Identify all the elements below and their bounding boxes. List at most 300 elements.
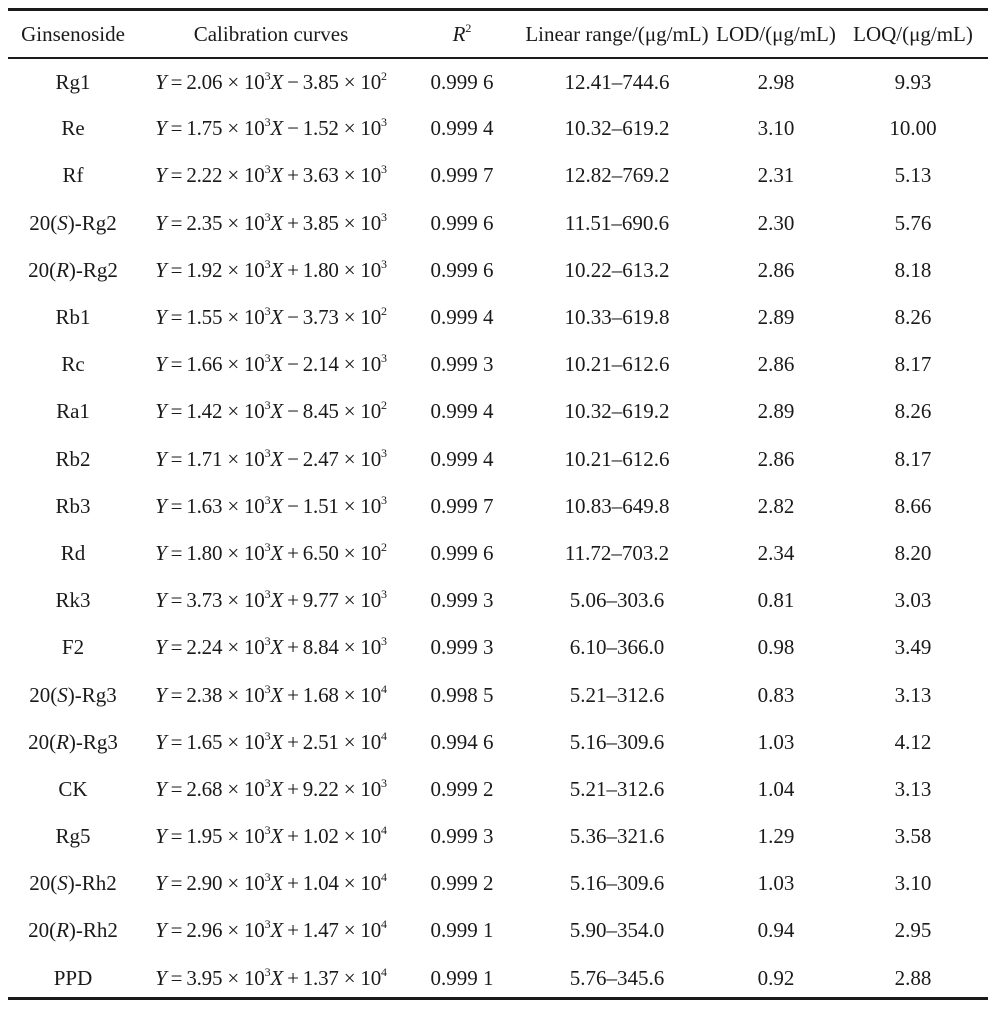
cell-r-squared: 0.999 4 — [430, 116, 494, 141]
eq-slope: 1.80 — [186, 540, 223, 565]
eq-times: × 10 — [222, 69, 265, 94]
header-lod: LOD/(μg/mL) — [716, 22, 836, 46]
cell-ginsenoside — [8, 247, 138, 294]
name-suffix: Rk3 — [55, 588, 91, 613]
cell-calibration-curve — [138, 152, 404, 199]
cell-r-squared: 0.999 4 — [430, 305, 494, 330]
eq-sign: + — [287, 871, 299, 896]
cell-loq: 8.20 — [894, 540, 932, 565]
eq-slope: 1.42 — [186, 399, 223, 424]
eq-times-2: × 10 — [338, 305, 382, 330]
eq-times: × 10 — [222, 588, 265, 613]
name-suffix: Rg1 — [55, 69, 91, 94]
eq-times: × 10 — [222, 682, 265, 707]
cell-lod: 2.98 — [757, 69, 795, 94]
table-body — [8, 58, 988, 1002]
cell-lod: 0.98 — [757, 635, 795, 660]
cell-linear-range: 5.90–354.0 — [569, 918, 665, 943]
eq-slope: 3.95 — [186, 965, 223, 990]
eq-times: × 10 — [222, 635, 265, 660]
eq-times: × 10 — [222, 116, 265, 141]
cell-loq: 3.03 — [894, 588, 932, 613]
eq-intercept-exp: 4 — [381, 964, 387, 979]
eq-intercept-exp: 2 — [381, 304, 387, 319]
cell-ginsenoside — [8, 200, 138, 247]
cell-calibration-curve — [138, 200, 404, 247]
eq-slope-exp: 3 — [264, 445, 271, 460]
eq-times-2: × 10 — [338, 776, 382, 801]
name-suffix: )-Rg2 — [67, 210, 117, 235]
cell-loq: 8.17 — [894, 352, 932, 377]
cell-ginsenoside — [8, 483, 138, 530]
cell-calibration-curve — [138, 105, 404, 152]
cell-calibration-curve — [138, 719, 404, 766]
eq-times-2: × 10 — [338, 682, 382, 707]
cell-lod: 1.03 — [757, 729, 795, 754]
cell-ginsenoside — [8, 860, 138, 907]
eq-equals: = — [170, 257, 183, 282]
eq-times: × 10 — [222, 965, 265, 990]
eq-times: × 10 — [222, 163, 265, 188]
cell-r-squared: 0.999 2 — [430, 871, 494, 896]
cell-linear-range: 12.82–769.2 — [564, 163, 670, 188]
eq-equals: = — [170, 116, 183, 141]
eq-times: × 10 — [222, 540, 265, 565]
cell-lod: 2.89 — [757, 305, 795, 330]
cell-ginsenoside — [8, 105, 138, 152]
eq-times: × 10 — [222, 399, 265, 424]
eq-x-var: X — [270, 682, 284, 707]
eq-intercept: 2.47 — [302, 446, 339, 471]
header-row — [8, 11, 988, 58]
eq-slope: 1.71 — [186, 446, 223, 471]
eq-slope-exp: 3 — [264, 492, 271, 507]
cell-r-squared: 0.999 3 — [430, 352, 494, 377]
eq-slope: 2.68 — [186, 776, 223, 801]
cell-linear-range: 5.21–312.6 — [569, 776, 665, 801]
cell-linear-range: 10.83–649.8 — [564, 493, 670, 518]
cell-calibration-curve — [138, 388, 404, 435]
name-suffix: Rb1 — [55, 305, 91, 330]
eq-times: × 10 — [222, 257, 265, 282]
cell-loq: 3.10 — [894, 871, 932, 896]
cell-lod: 1.29 — [757, 824, 795, 849]
cell-calibration-curve — [138, 860, 404, 907]
eq-times: × 10 — [222, 352, 265, 377]
eq-times-2: × 10 — [338, 210, 382, 235]
eq-intercept: 1.04 — [302, 871, 339, 896]
eq-x-var: X — [270, 918, 284, 943]
table-row — [8, 58, 988, 105]
cell-lod: 0.94 — [757, 918, 795, 943]
eq-intercept-exp: 3 — [381, 162, 387, 177]
eq-times-2: × 10 — [338, 540, 382, 565]
eq-times-2: × 10 — [338, 69, 382, 94]
name-config: S — [57, 210, 68, 235]
eq-y-var: Y — [155, 493, 167, 518]
eq-slope-exp: 3 — [264, 823, 271, 838]
name-config: R — [56, 257, 69, 282]
cell-r-squared: 0.999 3 — [430, 588, 494, 613]
eq-slope: 2.90 — [186, 871, 223, 896]
eq-y-var: Y — [155, 399, 167, 424]
table-row — [8, 436, 988, 483]
cell-ginsenoside — [8, 671, 138, 718]
cell-linear-range: 12.41–744.6 — [564, 69, 670, 94]
cell-r-squared: 0.999 1 — [430, 918, 494, 943]
table-row — [8, 152, 988, 199]
cell-calibration-curve — [138, 766, 404, 813]
eq-y-var: Y — [155, 69, 167, 94]
eq-times: × 10 — [222, 729, 265, 754]
eq-intercept-exp: 3 — [381, 492, 387, 507]
cell-r-squared: 0.998 5 — [430, 682, 494, 707]
table-row — [8, 294, 988, 341]
name-config: S — [57, 682, 68, 707]
eq-x-var: X — [270, 776, 284, 801]
eq-slope-exp: 3 — [264, 162, 271, 177]
cell-r-squared: 0.999 3 — [430, 635, 494, 660]
cell-loq: 8.26 — [894, 399, 932, 424]
eq-equals: = — [170, 305, 183, 330]
cell-linear-range: 10.33–619.8 — [564, 305, 670, 330]
eq-intercept: 1.47 — [302, 918, 339, 943]
eq-sign: + — [287, 776, 299, 801]
name-suffix: Rb2 — [55, 446, 91, 471]
eq-slope: 2.24 — [186, 635, 223, 660]
eq-slope-exp: 3 — [264, 634, 271, 649]
eq-intercept: 1.51 — [302, 493, 339, 518]
eq-intercept: 3.85 — [302, 210, 339, 235]
eq-intercept: 9.22 — [302, 776, 339, 801]
eq-times-2: × 10 — [338, 116, 382, 141]
eq-x-var: X — [270, 493, 284, 518]
eq-x-var: X — [270, 116, 284, 141]
table-row — [8, 955, 988, 1002]
eq-intercept: 1.02 — [302, 824, 339, 849]
eq-intercept: 9.77 — [302, 588, 339, 613]
cell-loq: 10.00 — [889, 116, 937, 141]
cell-r-squared: 0.999 6 — [430, 210, 494, 235]
eq-y-var: Y — [155, 729, 167, 754]
cell-calibration-curve — [138, 671, 404, 718]
header-loq: LOQ/(μg/mL) — [853, 22, 973, 46]
eq-x-var: X — [270, 399, 284, 424]
eq-intercept-exp: 3 — [381, 115, 387, 130]
cell-lod: 3.10 — [757, 116, 795, 141]
name-prefix: 20( — [29, 871, 58, 896]
cell-loq: 3.49 — [894, 635, 932, 660]
eq-slope-exp: 3 — [264, 587, 271, 602]
cell-loq: 8.66 — [894, 493, 932, 518]
eq-times: × 10 — [222, 918, 265, 943]
cell-ginsenoside — [8, 624, 138, 671]
eq-times-2: × 10 — [338, 399, 382, 424]
eq-slope: 3.73 — [186, 588, 223, 613]
eq-intercept-exp: 3 — [381, 445, 387, 460]
eq-y-var: Y — [155, 540, 167, 565]
eq-sign: − — [287, 352, 299, 377]
cell-ginsenoside — [8, 907, 138, 954]
cell-ginsenoside — [8, 813, 138, 860]
eq-intercept: 1.68 — [302, 682, 339, 707]
eq-equals: = — [170, 210, 183, 235]
table-row — [8, 530, 988, 577]
cell-calibration-curve — [138, 341, 404, 388]
cell-r-squared: 0.999 7 — [430, 163, 494, 188]
cell-linear-range: 5.76–345.6 — [569, 965, 665, 990]
eq-y-var: Y — [155, 116, 167, 141]
table-row — [8, 907, 988, 954]
cell-lod: 2.86 — [757, 446, 795, 471]
eq-slope: 1.66 — [186, 352, 223, 377]
table-row — [8, 105, 988, 152]
cell-lod: 2.89 — [757, 399, 795, 424]
cell-loq: 5.76 — [894, 210, 932, 235]
eq-slope-exp: 3 — [264, 964, 271, 979]
name-suffix: )-Rg3 — [68, 729, 118, 754]
cell-loq: 3.58 — [894, 824, 932, 849]
name-config: R — [56, 918, 69, 943]
header-r-squared — [404, 11, 520, 58]
eq-times: × 10 — [222, 305, 265, 330]
cell-loq: 9.93 — [894, 69, 932, 94]
cell-r-squared: 0.999 3 — [430, 824, 494, 849]
cell-calibration-curve — [138, 436, 404, 483]
cell-ginsenoside — [8, 436, 138, 483]
cell-linear-range: 10.32–619.2 — [564, 399, 670, 424]
eq-slope-exp: 3 — [264, 539, 271, 554]
cell-r-squared: 0.999 6 — [430, 69, 494, 94]
eq-times-2: × 10 — [338, 635, 382, 660]
cell-linear-range: 5.16–309.6 — [569, 729, 665, 754]
eq-intercept: 3.85 — [302, 69, 339, 94]
eq-intercept-exp: 3 — [381, 209, 387, 224]
cell-linear-range: 5.06–303.6 — [569, 588, 665, 613]
cell-loq: 4.12 — [894, 729, 932, 754]
eq-times: × 10 — [222, 446, 265, 471]
eq-times-2: × 10 — [338, 729, 382, 754]
table-row — [8, 671, 988, 718]
eq-y-var: Y — [155, 635, 167, 660]
eq-intercept: 2.14 — [302, 352, 339, 377]
eq-intercept: 3.73 — [302, 305, 339, 330]
eq-intercept-exp: 4 — [381, 728, 387, 743]
cell-ginsenoside — [8, 530, 138, 577]
eq-y-var: Y — [155, 210, 167, 235]
eq-intercept: 1.37 — [302, 965, 339, 990]
eq-equals: = — [170, 493, 183, 518]
cell-loq: 5.13 — [894, 163, 932, 188]
eq-y-var: Y — [155, 824, 167, 849]
table-row — [8, 341, 988, 388]
eq-times-2: × 10 — [338, 446, 382, 471]
cell-calibration-curve — [138, 483, 404, 530]
eq-slope-exp: 3 — [264, 398, 271, 413]
eq-x-var: X — [270, 965, 284, 990]
eq-equals: = — [170, 69, 183, 94]
cell-r-squared: 0.999 7 — [430, 493, 494, 518]
eq-intercept-exp: 3 — [381, 351, 387, 366]
eq-intercept-exp: 4 — [381, 823, 387, 838]
eq-times-2: × 10 — [338, 352, 382, 377]
eq-times: × 10 — [222, 493, 265, 518]
eq-sign: + — [287, 824, 299, 849]
cell-linear-range: 5.21–312.6 — [569, 682, 665, 707]
eq-sign: − — [287, 69, 299, 94]
eq-slope: 1.55 — [186, 305, 223, 330]
cell-calibration-curve — [138, 294, 404, 341]
table-row — [8, 247, 988, 294]
eq-sign: + — [287, 729, 299, 754]
eq-slope-exp: 3 — [264, 681, 271, 696]
eq-sign: − — [287, 116, 299, 141]
eq-y-var: Y — [155, 352, 167, 377]
eq-slope-exp: 3 — [264, 917, 271, 932]
table-row — [8, 860, 988, 907]
cell-r-squared: 0.999 6 — [430, 540, 494, 565]
cell-loq: 3.13 — [894, 682, 932, 707]
eq-x-var: X — [270, 446, 284, 471]
cell-lod: 2.86 — [757, 352, 795, 377]
eq-slope: 1.92 — [186, 257, 223, 282]
name-config: R — [56, 729, 69, 754]
eq-x-var: X — [270, 729, 284, 754]
eq-slope-exp: 3 — [264, 115, 271, 130]
cell-calibration-curve — [138, 813, 404, 860]
eq-y-var: Y — [155, 446, 167, 471]
eq-equals: = — [170, 588, 183, 613]
cell-loq: 2.95 — [894, 918, 932, 943]
name-suffix: Rf — [62, 163, 84, 188]
eq-sign: − — [287, 493, 299, 518]
eq-slope: 2.06 — [186, 69, 223, 94]
cell-linear-range: 11.51–690.6 — [564, 210, 670, 235]
eq-times-2: × 10 — [338, 824, 382, 849]
eq-sign: + — [287, 540, 299, 565]
eq-equals: = — [170, 965, 183, 990]
eq-sign: + — [287, 588, 299, 613]
header-ginsenoside: Ginsenoside — [21, 22, 125, 46]
cell-loq: 3.13 — [894, 776, 932, 801]
eq-sign: + — [287, 682, 299, 707]
name-prefix: 20( — [28, 257, 57, 282]
eq-x-var: X — [270, 210, 284, 235]
eq-sign: − — [287, 305, 299, 330]
name-suffix: Rc — [61, 352, 85, 377]
cell-ginsenoside — [8, 766, 138, 813]
eq-equals: = — [170, 682, 183, 707]
header-r2-sup: 2 — [465, 21, 472, 35]
cell-lod: 1.03 — [757, 871, 795, 896]
eq-y-var: Y — [155, 163, 167, 188]
name-suffix: F2 — [61, 635, 85, 660]
name-suffix: Rb3 — [55, 493, 91, 518]
cell-lod: 2.86 — [757, 257, 795, 282]
cell-linear-range: 5.16–309.6 — [569, 871, 665, 896]
eq-x-var: X — [270, 871, 284, 896]
cell-linear-range: 10.22–613.2 — [564, 257, 670, 282]
eq-y-var: Y — [155, 871, 167, 896]
cell-r-squared: 0.999 1 — [430, 965, 494, 990]
eq-y-var: Y — [155, 682, 167, 707]
cell-ginsenoside — [8, 577, 138, 624]
eq-intercept-exp: 3 — [381, 587, 387, 602]
cell-ginsenoside — [8, 341, 138, 388]
cell-lod: 2.34 — [757, 540, 795, 565]
eq-times: × 10 — [222, 871, 265, 896]
table-row — [8, 388, 988, 435]
cell-calibration-curve — [138, 577, 404, 624]
cell-linear-range: 11.72–703.2 — [564, 540, 670, 565]
eq-equals: = — [170, 918, 183, 943]
eq-times: × 10 — [222, 210, 265, 235]
table-row — [8, 577, 988, 624]
cell-calibration-curve — [138, 530, 404, 577]
eq-intercept-exp: 4 — [381, 917, 387, 932]
name-suffix: )-Rh2 — [67, 871, 117, 896]
table-row — [8, 719, 988, 766]
header-calibration-curves: Calibration curves — [193, 22, 349, 46]
eq-times-2: × 10 — [338, 163, 382, 188]
eq-intercept-exp: 3 — [381, 256, 387, 271]
eq-sign: + — [287, 965, 299, 990]
cell-calibration-curve — [138, 955, 404, 1002]
header-r2-base: R — [452, 22, 466, 46]
eq-equals: = — [170, 776, 183, 801]
eq-times-2: × 10 — [338, 257, 382, 282]
eq-times-2: × 10 — [338, 918, 382, 943]
name-suffix: )-Rh2 — [68, 918, 118, 943]
eq-equals: = — [170, 399, 183, 424]
eq-intercept-exp: 4 — [381, 681, 387, 696]
eq-intercept: 6.50 — [302, 540, 339, 565]
cell-loq: 2.88 — [894, 965, 932, 990]
name-suffix: PPD — [53, 965, 93, 990]
eq-equals: = — [170, 352, 183, 377]
cell-lod: 2.82 — [757, 493, 795, 518]
eq-x-var: X — [270, 69, 284, 94]
eq-x-var: X — [270, 305, 284, 330]
name-prefix: 20( — [28, 918, 57, 943]
eq-x-var: X — [270, 163, 284, 188]
cell-loq: 8.17 — [894, 446, 932, 471]
eq-x-var: X — [270, 257, 284, 282]
eq-sign: − — [287, 399, 299, 424]
cell-r-squared: 0.999 2 — [430, 776, 494, 801]
eq-y-var: Y — [155, 965, 167, 990]
cell-r-squared: 0.994 6 — [430, 729, 494, 754]
cell-calibration-curve — [138, 247, 404, 294]
eq-equals: = — [170, 824, 183, 849]
cell-linear-range: 5.36–321.6 — [569, 824, 665, 849]
eq-intercept-exp: 2 — [381, 68, 387, 83]
eq-sign: + — [287, 210, 299, 235]
eq-slope-exp: 3 — [264, 256, 271, 271]
cell-lod: 2.30 — [757, 210, 795, 235]
eq-intercept-exp: 2 — [381, 539, 387, 554]
eq-slope-exp: 3 — [264, 209, 271, 224]
eq-slope: 2.22 — [186, 163, 223, 188]
cell-ginsenoside — [8, 294, 138, 341]
eq-intercept: 1.80 — [302, 257, 339, 282]
eq-intercept-exp: 3 — [381, 775, 387, 790]
cell-lod: 1.04 — [757, 776, 795, 801]
name-suffix: Rd — [60, 540, 86, 565]
cell-lod: 0.92 — [757, 965, 795, 990]
cell-ginsenoside — [8, 388, 138, 435]
cell-linear-range: 10.21–612.6 — [564, 352, 670, 377]
